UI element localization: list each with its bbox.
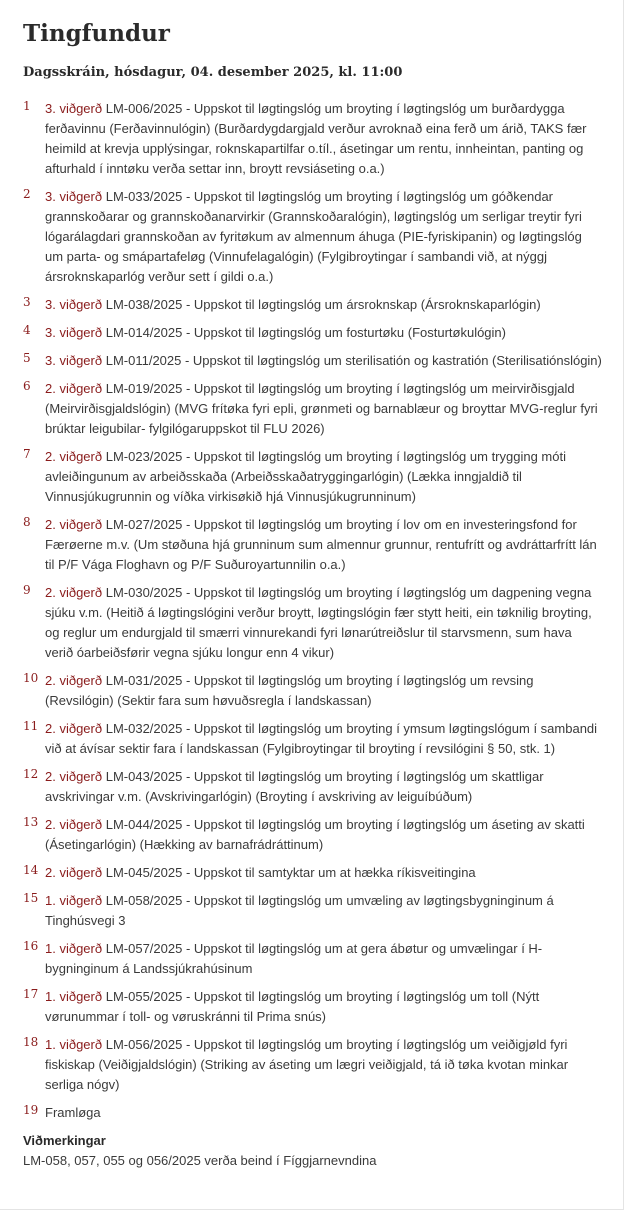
- agenda-item-number: 3: [23, 295, 31, 309]
- agenda-item-stage-link[interactable]: 2. viðgerð: [45, 585, 103, 600]
- agenda-item-text: LM-058/2025 - Uppskot til løgtingslóg um umvæling av løgtingsbygninginum á Tinghúsvegi 3: [45, 893, 554, 928]
- agenda-item-number: 6: [23, 379, 31, 393]
- agenda-item: [23, 939, 603, 979]
- agenda-item-stage-link[interactable]: 3. viðgerð: [45, 189, 103, 204]
- agenda-item-stage-link[interactable]: 1. viðgerð: [45, 1037, 103, 1052]
- agenda-item-stage-link[interactable]: 3. viðgerð: [45, 101, 103, 116]
- agenda-item: [23, 99, 603, 179]
- agenda-item-text: Framløga: [45, 1105, 101, 1120]
- remarks-text: LM-058, 057, 055 og 056/2025 verða beind í Fíggjarnevndina: [23, 1153, 377, 1168]
- agenda-item-stage-link[interactable]: 3. viðgerð: [45, 353, 103, 368]
- agenda-item: [23, 295, 603, 315]
- agenda-item-text: LM-044/2025 - Uppskot til løgtingslóg um broyting í løgtingslóg um áseting av skatti (Ásetingarlógin) (Hækking av barnafrádráttinum): [45, 817, 585, 852]
- agenda-item-text: LM-032/2025 - Uppskot til løgtingslóg um broyting í ymsum løgtingslógum í sambandi við at ávísar sektir fara í landskassan (Fylgibroytingar til broyting í revsilógini § 50, stk. 1): [45, 721, 598, 756]
- agenda-item-stage-link[interactable]: 2. viðgerð: [45, 449, 103, 464]
- agenda-item-number: 18: [23, 1035, 39, 1049]
- agenda-item: [23, 987, 603, 1027]
- agenda-item-text: LM-056/2025 - Uppskot til løgtingslóg um broyting í løgtingslóg um veiðigjøld fyri fiskiskap (Veiðigjaldslógin) (Striking av áseting um lægri veiðigjald, tá ið tøka kvotan minkar serliga nógv): [45, 1037, 569, 1092]
- agenda-item: [23, 187, 603, 287]
- agenda-item-text: LM-023/2025 - Uppskot til løgtingslóg um broyting í løgtingslóg um trygging móti avleiðingunum av arbeiðsskaða (Arbeiðsskaðatryggingarlógin) (Lækka inngjaldið til Vinnusjúkugrunnin og víðka virkisøkið hjá Vinnusjúkugrunninum): [45, 449, 566, 504]
- agenda-item-stage-link[interactable]: 2. viðgerð: [45, 673, 103, 688]
- agenda-item-number: 17: [23, 987, 39, 1001]
- agenda-item: [23, 815, 603, 855]
- agenda-item: [23, 351, 603, 371]
- agenda-item-number: 16: [23, 939, 39, 953]
- agenda-item-number: 5: [23, 351, 31, 365]
- agenda-item-text: LM-006/2025 - Uppskot til løgtingslóg um broyting í løgtingslóg um burðardygga ferðavinnu (Ferðavinnulógin) (Burðardygdargjald verður avroknað eina ferð um árið, TAKS fær heimild at krevja upplýsingar, roknskapartilfar o.tíl., ásetingar um rentu, innheintan, panting og afturhald í inntøku verða settar inn, broytt revsiáseting o.a.): [45, 101, 587, 176]
- agenda-item: [23, 379, 603, 439]
- agenda-item-stage-link[interactable]: 2. viðgerð: [45, 517, 103, 532]
- agenda-item: [23, 719, 603, 759]
- agenda-item-stage-link[interactable]: 2. viðgerð: [45, 817, 103, 832]
- agenda-item: [23, 891, 603, 931]
- agenda-item-number: 4: [23, 323, 31, 337]
- agenda-item: [23, 863, 603, 883]
- agenda-item-stage-link[interactable]: 1. viðgerð: [45, 893, 103, 908]
- agenda-item-stage-link[interactable]: 3. viðgerð: [45, 297, 103, 312]
- agenda-item-number: 15: [23, 891, 39, 905]
- agenda-list: [23, 99, 603, 1123]
- agenda-item-text: LM-031/2025 - Uppskot til løgtingslóg um broyting í løgtingslóg um revsing (Revsilógin) (Sektir fara sum høvuðsregla í landskassan): [45, 673, 534, 708]
- agenda-item-number: 19: [23, 1103, 39, 1117]
- agenda-item-stage-link[interactable]: 2. viðgerð: [45, 721, 103, 736]
- agenda-item-text: LM-027/2025 - Uppskot til løgtingslóg um broyting í lov om en investeringsfond for Færøerne m.v. (Um støðuna hjá grunninum sum almennur grunnur, rentufrítt og avdráttarfrítt lán til P/F Vága Floghavn og P/F Suðuroyartunnilin o.a.): [45, 517, 597, 572]
- agenda-item: [23, 583, 603, 663]
- agenda-item-text: LM-014/2025 - Uppskot til løgtingslóg um fosturtøku (Fosturtøkulógin): [105, 325, 506, 340]
- agenda-item-number: 10: [23, 671, 39, 685]
- agenda-item-number: 14: [23, 863, 39, 877]
- agenda-item: [23, 515, 603, 575]
- agenda-item: [23, 1035, 603, 1095]
- agenda-subtitle: Dagsskráin, hósdagur, 04. desember 2025, kl. 11:00: [23, 65, 403, 80]
- agenda-item-stage-link[interactable]: 2. viðgerð: [45, 769, 103, 784]
- agenda-item-text: LM-030/2025 - Uppskot til løgtingslóg um broyting í løgtingslóg um dagpening vegna sjúku v.m. (Heitið á løgtingslógini verður broytt, løgtingslógin fær stytt heiti, ein tøknilig broyting, og reglur um endurgjald til smærri vinnurekandi fyri lønarútreiðslur til starvsmenn, sum hava verið óarbeiðsførir vegna sjúku longur enn 4 vikur): [45, 585, 592, 660]
- agenda-item-number: 11: [23, 719, 39, 733]
- agenda-item-number: 9: [23, 583, 31, 597]
- agenda-item: [23, 767, 603, 807]
- agenda-item-stage-link[interactable]: 2. viðgerð: [45, 381, 103, 396]
- agenda-item-text: LM-043/2025 - Uppskot til løgtingslóg um broyting í løgtingslóg um skattligar avskrivingar v.m. (Avskrivingarlógin) (Broyting í avskriving av leiguíbúðum): [45, 769, 544, 804]
- agenda-item-number: 13: [23, 815, 39, 829]
- agenda-item: [23, 323, 603, 343]
- agenda-item-number: 12: [23, 767, 39, 781]
- agenda-item-text: LM-019/2025 - Uppskot til løgtingslóg um broyting í løgtingslóg um meirvirðisgjald (Meirvirðisgjaldslógin) (MVG frítøka fyri epli, grønmeti og barnablæur og broyttar MVG-reglur fyri brúktar leigubilar- fylgilógaruppskot til FLU 2026): [45, 381, 598, 436]
- agenda-item-number: 8: [23, 515, 31, 529]
- agenda-item-text: LM-057/2025 - Uppskot til løgtingslóg um at gera ábøtur og umvælingar í H-bygninginum á Landssjúkrahúsinum: [45, 941, 543, 976]
- agenda-item-text: LM-011/2025 - Uppskot til løgtingslóg um sterilisatión og kastratión (Sterilisatiónslógin): [105, 353, 602, 368]
- agenda-item-text: LM-038/2025 - Uppskot til løgtingslóg um ársroknskap (Ársroknskaparlógin): [105, 297, 541, 312]
- agenda-item-text: LM-045/2025 - Uppskot til samtyktar um at hækka ríkisveitingina: [105, 865, 476, 880]
- agenda-item: [23, 1103, 603, 1123]
- agenda-item-number: 7: [23, 447, 31, 461]
- agenda-item-stage-link[interactable]: 1. viðgerð: [45, 941, 103, 956]
- agenda-item-number: 1: [23, 99, 31, 113]
- agenda-item-stage-link[interactable]: 1. viðgerð: [45, 989, 103, 1004]
- agenda-item-number: 2: [23, 187, 31, 201]
- agenda-item-text: LM-055/2025 - Uppskot til løgtingslóg um broyting í løgtingslóg um toll (Nýtt vørunummar í toll- og vøruskránni til Prima snús): [45, 989, 540, 1024]
- agenda-item: [23, 447, 603, 507]
- agenda-item: [23, 671, 603, 711]
- remarks-heading: Viðmerkingar: [23, 1133, 106, 1148]
- agenda-item-stage-link[interactable]: 2. viðgerð: [45, 865, 103, 880]
- page-title: Tingfundur: [23, 20, 170, 47]
- agenda-item-text: LM-033/2025 - Uppskot til løgtingslóg um broyting í løgtingslóg um góðkendar grannskoðarar og grannskoðanarvirkir (Grannskoðaralógin), løgtingslóg um serligar treytir fyri lógarálagdari grannskoðan av fyritøkum av almennum áhuga (PIE-fyriskipanin) og løgtingslóg um parta- og smápartafeløg (Vinnufelagalógin) (Fylgibroytingar í sambandi við, at nýggj ársroknskaparlóg verður sett í gildi o.a.): [45, 189, 582, 284]
- agenda-item-stage-link[interactable]: 3. viðgerð: [45, 325, 103, 340]
